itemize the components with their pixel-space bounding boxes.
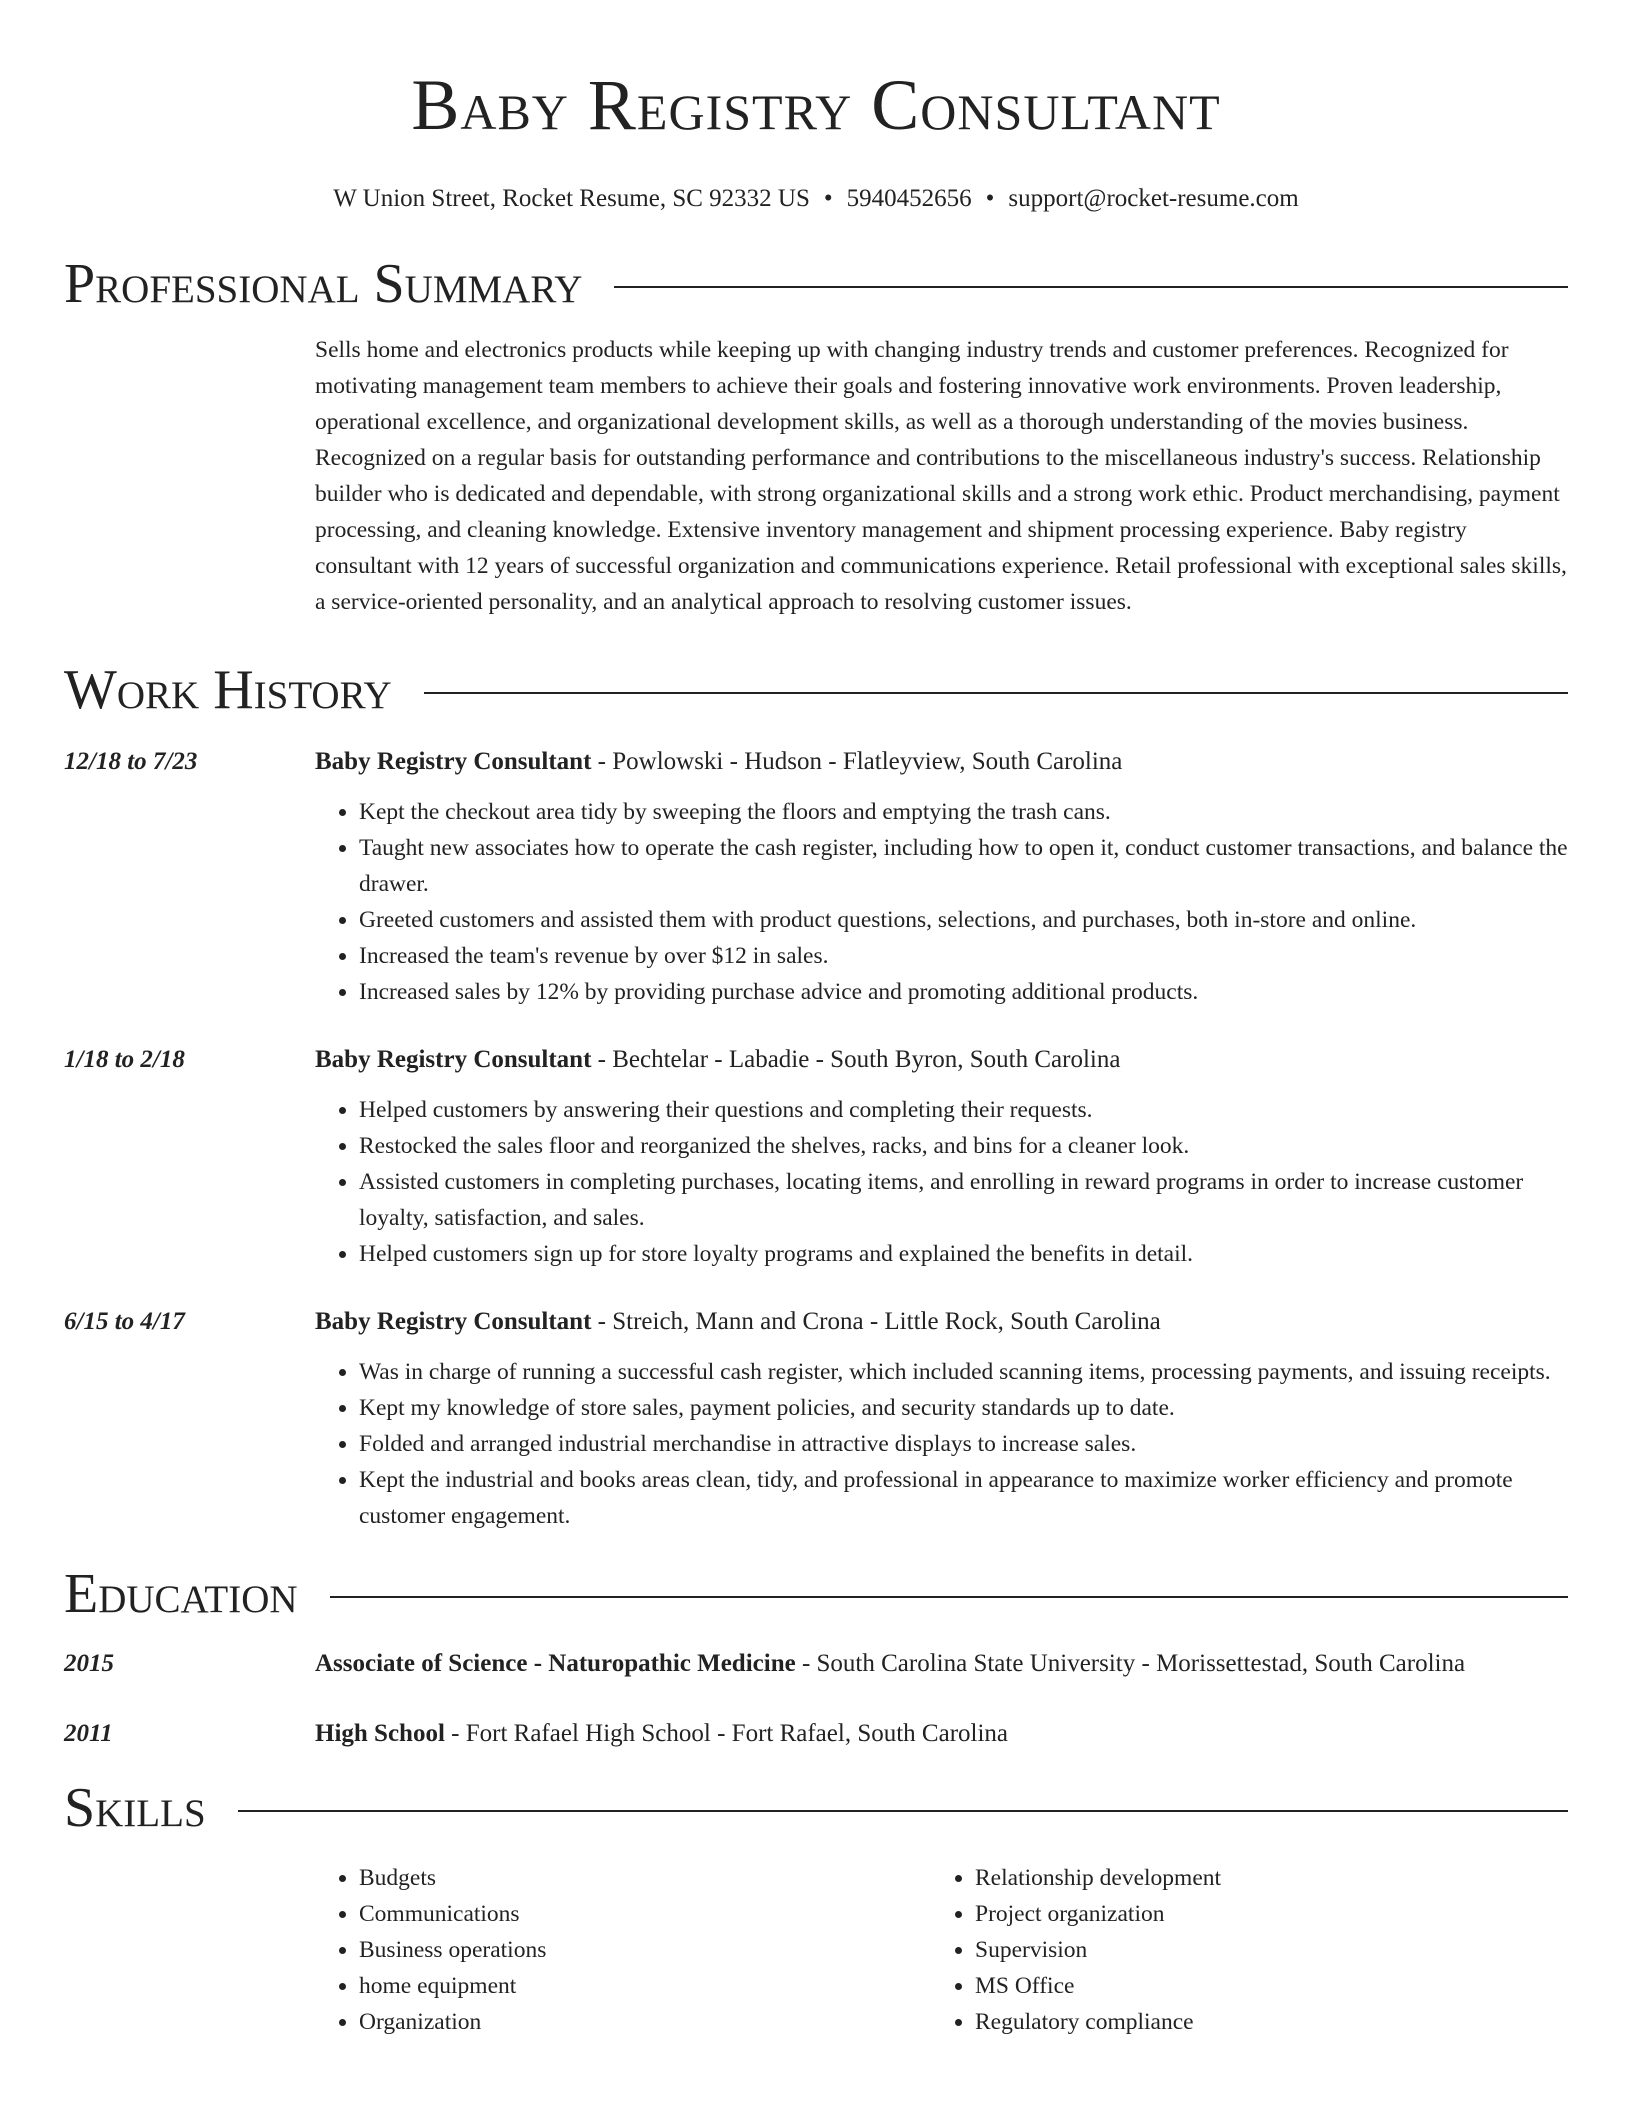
section-title: Education <box>64 1563 298 1625</box>
list-item: • Greeted customers and assisted them with product questions, selections, and purchases, both in-store and online. <box>359 902 1568 938</box>
job-entry <box>64 1304 1568 1534</box>
section-title: Skills <box>64 1777 206 1839</box>
job-bullets <box>315 794 1568 1010</box>
job-title-line <box>315 1042 1568 1078</box>
job-employer: - Powlowski - Hudson - Flatleyview, South Carolina <box>591 748 1123 775</box>
job-dates: 1/18 to 2/18 <box>64 1046 185 1073</box>
skill-item: • Organization <box>359 2004 931 2040</box>
skills-list <box>315 1860 1568 2040</box>
job-entry <box>64 744 1568 1010</box>
education-line <box>315 1716 1568 1752</box>
list-item: • Folded and arranged industrial merchandise in attractive displays to increase sales. <box>359 1426 1568 1462</box>
job-employer: - Streich, Mann and Crona - Little Rock, South Carolina <box>591 1308 1161 1335</box>
school: - South Carolina State University - Morissettestad, South Carolina <box>795 1650 1466 1677</box>
skills-column-right <box>931 1860 1547 2040</box>
section-divider <box>424 692 1568 694</box>
work-section-heading <box>64 658 1568 722</box>
section-divider <box>238 1810 1568 1812</box>
job-title-line <box>315 744 1568 780</box>
skill-item: • Business operations <box>359 1932 931 1968</box>
candidate-name: Baby Registry Consultant <box>411 65 1221 145</box>
job-entry <box>64 1042 1568 1272</box>
education-year: 2015 <box>64 1650 114 1677</box>
list-item: • Helped customers by answering their questions and completing their requests. <box>359 1092 1568 1128</box>
phone: 5940452656 <box>846 185 972 212</box>
list-item: • Was in charge of running a successful cash register, which included scanning items, processing payments, and issuing receipts. <box>359 1354 1568 1390</box>
job-bullets <box>315 1354 1568 1534</box>
list-item: • Kept my knowledge of store sales, payment policies, and security standards up to date. <box>359 1390 1568 1426</box>
job-employer: - Bechtelar - Labadie - South Byron, South Carolina <box>591 1046 1121 1073</box>
list-item: • Kept the checkout area tidy by sweeping the floors and emptying the trash cans. <box>359 794 1568 830</box>
summary-section-heading <box>64 252 1568 316</box>
contact-separator: • <box>985 185 995 212</box>
degree: High School <box>315 1720 445 1747</box>
address: W Union Street, Rocket Resume, SC 92332 US <box>333 185 810 212</box>
list-item: • Increased the team's revenue by over $12 in sales. <box>359 938 1568 974</box>
education-body <box>315 1716 1568 1752</box>
job-title: Baby Registry Consultant <box>315 1046 592 1073</box>
skills-column-left <box>315 1860 931 2040</box>
education-body <box>315 1646 1568 1682</box>
list-item: • Restocked the sales floor and reorganized the shelves, racks, and bins for a cleaner look. <box>359 1128 1568 1164</box>
list-item: • Kept the industrial and books areas clean, tidy, and professional in appearance to maximize worker efficiency and promote customer engagement. <box>359 1462 1568 1534</box>
education-section-heading <box>64 1562 1568 1626</box>
skills-section-heading <box>64 1776 1568 1840</box>
education-entry <box>64 1646 1568 1682</box>
skill-item: • Communications <box>359 1896 931 1932</box>
skill-item: • MS Office <box>975 1968 1547 2004</box>
email-link[interactable]: support@rocket-resume.com <box>1008 185 1299 212</box>
contact-separator: • <box>823 185 833 212</box>
section-title: Work History <box>64 659 392 721</box>
job-bullets <box>315 1092 1568 1272</box>
skill-item: • home equipment <box>359 1968 931 2004</box>
skill-item: • Relationship development <box>975 1860 1547 1896</box>
list-item: • Assisted customers in completing purchases, locating items, and enrolling in reward programs in order to increase customer loyalty, satisfaction, and sales. <box>359 1164 1568 1236</box>
section-title: Professional Summary <box>64 253 583 315</box>
degree: Associate of Science - Naturopathic Medicine <box>315 1650 796 1677</box>
skill-item: • Regulatory compliance <box>975 2004 1547 2040</box>
job-body <box>315 1042 1568 1272</box>
summary-text: Sells home and electronics products while keeping up with changing industry trends and customer preferences. Recognized for motivating management team members to achieve their goals and fostering innovative work environments. Proven leadership, operational excellence, and organizational development skills, as well as a thorough understanding of the movies business. Recognized on a regular basis for outstanding performance and contributions to the miscellaneous industry's success. Relationship builder who is dedicated and dependable, with strong organizational skills and a strong work ethic. Product merchandising, payment processing, and cleaning knowledge. Extensive inventory management and shipment processing experience. Baby registry consultant with 12 years of successful organization and communications experience. Retail professional with exceptional sales skills, a service-oriented personality, and an analytical approach to resolving customer issues. <box>315 337 1567 615</box>
job-body <box>315 1304 1568 1534</box>
skill-item: • Project organization <box>975 1896 1547 1932</box>
job-title-line <box>315 1304 1568 1340</box>
list-item: • Taught new associates how to operate the cash register, including how to open it, conduct customer transactions, and balance the drawer. <box>359 830 1568 902</box>
section-divider <box>330 1596 1568 1598</box>
education-line <box>315 1646 1568 1682</box>
job-title: Baby Registry Consultant <box>315 1308 592 1335</box>
job-dates: 12/18 to 7/23 <box>64 748 198 775</box>
job-dates: 6/15 to 4/17 <box>64 1308 185 1335</box>
section-divider <box>614 286 1568 288</box>
job-body <box>315 744 1568 1010</box>
skill-item: • Supervision <box>975 1932 1547 1968</box>
list-item: • Increased sales by 12% by providing purchase advice and promoting additional products. <box>359 974 1568 1010</box>
job-title: Baby Registry Consultant <box>315 748 592 775</box>
education-entry <box>64 1716 1568 1752</box>
school: - Fort Rafael High School - Fort Rafael, South Carolina <box>444 1720 1009 1747</box>
list-item: • Helped customers sign up for store loyalty programs and explained the benefits in detail. <box>359 1236 1568 1272</box>
education-year: 2011 <box>64 1720 113 1747</box>
contact-line <box>64 184 1568 214</box>
skill-item: • Budgets <box>359 1860 931 1896</box>
